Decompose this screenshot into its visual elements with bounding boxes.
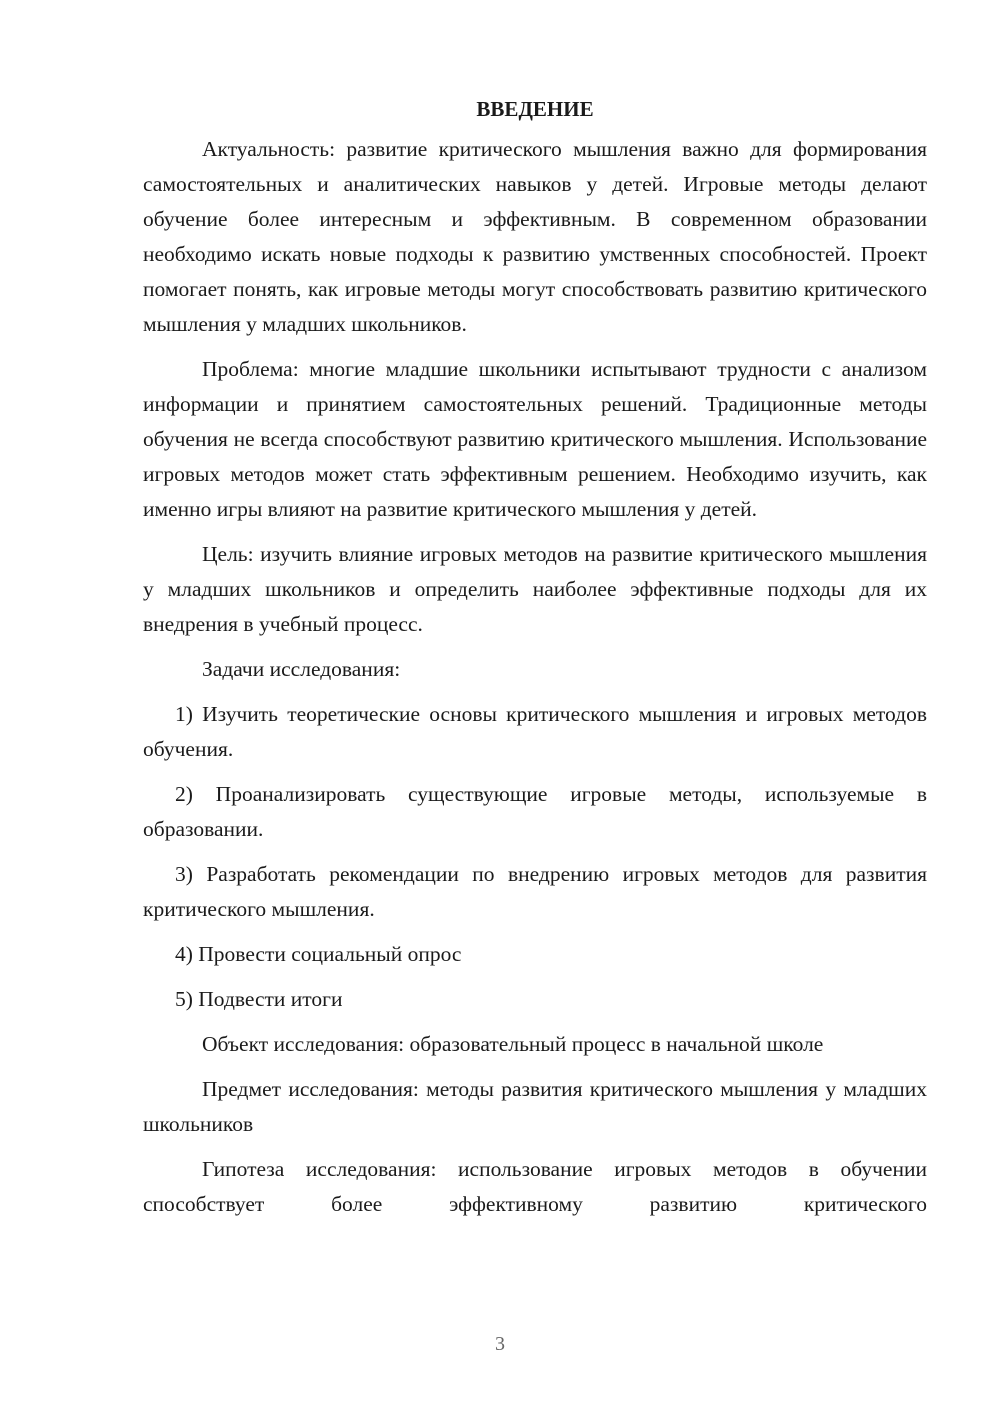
paragraph-subject: Предмет исследования: методы развития критического мышления у младших школьников	[143, 1077, 927, 1136]
document-page	[143, 92, 927, 1232]
paragraph-object: Объект исследования: образовательный процесс в начальной школе	[202, 1032, 824, 1056]
paragraph-goal: Цель: изучить влияние игровых методов на развитие критического мышления у младших школьников и определить наиболее эффективные подходы для их внедрения в учебный процесс.	[143, 542, 927, 636]
paragraph-relevance: Актуальность: развитие критического мышления важно для формирования самостоятельных и аналитических навыков у детей. Игровые методы делают обучение более интересным и эффективным. В современном образовании необходимо искать новые подходы к развитию умственных способностей. Проект помогает понять, как игровые методы могут способствовать развитию критического мышления у младших школьников.	[143, 137, 927, 336]
task-item: 2) Проанализировать существующие игровые методы, используемые в образовании.	[143, 782, 927, 841]
page-number: 3	[495, 1333, 505, 1355]
tasks-heading: Задачи исследования:	[202, 657, 401, 681]
task-item: 1) Изучить теоретические основы критического мышления и игровых методов обучения.	[143, 702, 927, 761]
task-item: 4) Провести социальный опрос	[175, 942, 462, 966]
section-title: ВВЕДЕНИЕ	[476, 97, 594, 121]
task-item: 5) Подвести итоги	[175, 987, 343, 1011]
paragraph-problem: Проблема: многие младшие школьники испытывают трудности с анализом информации и принятием самостоятельных решений. Традиционные методы обучения не всегда способствуют развитию критического мышления. Использование игровых методов может стать эффективным решением. Необходимо изучить, как именно игры влияют на развитие критического мышления у детей.	[143, 357, 927, 521]
paragraph-hypothesis: Гипотеза исследования: использование игровых методов в обучении способствует более эффективному развитию критического	[143, 1157, 927, 1216]
task-item: 3) Разработать рекомендации по внедрению игровых методов для развития критического мышления.	[143, 862, 927, 921]
